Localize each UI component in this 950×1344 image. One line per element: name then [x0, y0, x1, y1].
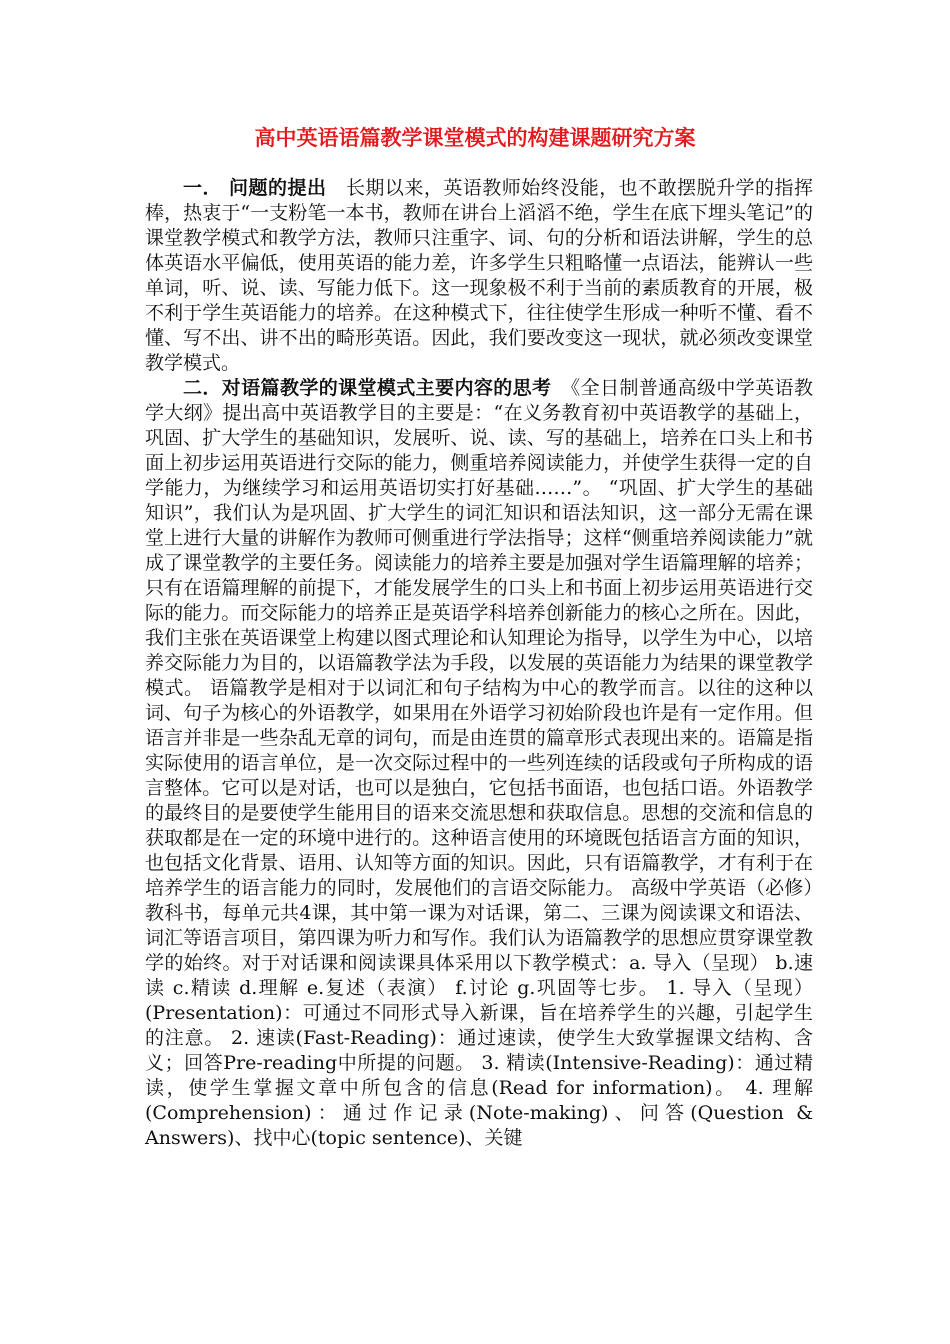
section-heading: 一． 问题的提出: [183, 177, 327, 199]
section-paragraph: [145, 376, 813, 1151]
document-body: [145, 176, 813, 1151]
section-heading: 二．对语篇教学的课堂模式主要内容的思考: [183, 377, 552, 399]
section-text: 《全日制普通高级中学英语教学大纲》提出高中英语教学目的主要是：“在义务教育初中英语教学的基础上，巩固、扩大学生的基础知识，发展听、说、读、写的基础上，培养在口头上和书面上初步运用英语进行交际的能力，侧重培养阅读能力，并使学生获得一定的自学能力，为继续学习和运用英语切实打好基础……”。 “巩固、扩大学生的基础知识”，我们认为是巩固、扩大学生的词汇知识和语法知识，这一部分无需在课堂上进行大量的讲解作为教师可侧重进行学法指导；这样“侧重培养阅读能力”就成了课堂教学的主要任务。阅读能力的培养主要是加强对学生语篇理解的培养；只有在语篇理解的前提下，才能发展学生的口头上和书面上初步运用英语进行交际的能力。而交际能力的培养正是英语学科培养创新能力的核心之所在。因此，我们主张在英语课堂上构建以图式理论和认知理论为指导，以学生为中心，以培养交际能力为目的，以语篇教学法为手段，以发展的英语能力为结果的课堂教学模式。 语篇教学是相对于以词汇和句子结构为中心的教学而言。以往的这种以词、句子为核心的外语教学，如果用在外语学习初始阶段也许是有一定作用。但语言并非是一些杂乱无章的词句，而是由连贯的篇章形式表现出来的。语篇是指实际使用的语言单位，是一次交际过程中的一些列连续的话段或句子所构成的语言整体。它可以是对话，也可以是独白，它包括书面语，也包括口语。外语教学的最终目的是要使学生能用目的语来交流思想和获取信息。思想的交流和信息的获取都是在一定的环境中进行的。这种语言使用的环境既包括语言方面的知识，也包括文化背景、语用、认知等方面的知识。因此，只有语篇教学，才有利于在培养学生的语言能力的同时，发展他们的言语交际能力。 高级中学英语（必修）教科书，每单元共4课，其中第一课为对话课，第二、三课为阅读课文和语法、词汇等语言项目，第四课为听力和写作。我们认为语篇教学的思想应贯穿课堂教学的始终。对于对话课和阅读课具体采用以下教学模式：a. 导入（呈现） b.速读 c.精读 d.理解 e.复述（表演） f.讨论 g.巩固等七步。 1. 导入（呈现）(Presentation)：可通过不同形式导入新课，旨在培养学生的兴趣，引起学生的注意。 2. 速读(Fast-Reading)：通过速读，使学生大致掌握课文结构、含义；回答Pre-reading中所提的问题。 3. 精读(Intensive-Reading)：通过精读，使学生掌握文章中所包含的信息(Read for information)。 4. 理解(Comprehension)：通过作记录(Note-making)、问答(Question & Answers)、找中心(topic sentence)、关键: [145, 377, 813, 1149]
document-title: 高中英语语篇教学课堂模式的构建课题研究方案: [254, 125, 696, 150]
section-paragraph: [145, 176, 813, 376]
section-text: 长期以来，英语教师始终没能，也不敢摆脱升学的指挥棒，热衷于“一支粉笔一本书，教师在讲台上滔滔不绝，学生在底下埋头笔记”的课堂教学模式和教学方法，教师只注重字、词、句的分析和语法讲解，学生的总体英语水平偏低，使用英语的能力差，许多学生只粗略懂一点语法，能辨认一些单词，听、说、读、写能力低下。这一现象极不利于当前的素质教育的开展，极不利于学生英语能力的培养。在这种模式下，往往使学生形成一种听不懂、看不懂、写不出、讲不出的畸形英语。因此，我们要改变这一现状，就必须改变课堂教学模式。: [145, 177, 813, 374]
